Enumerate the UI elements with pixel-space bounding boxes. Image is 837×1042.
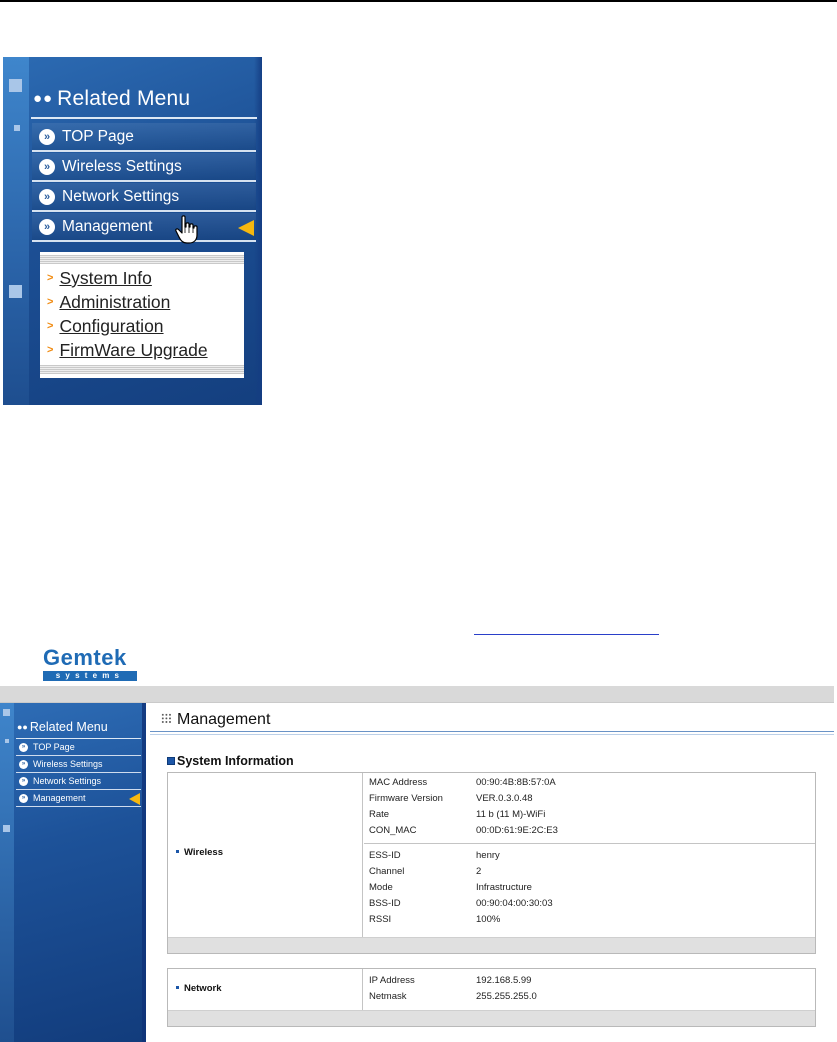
network-table: [167, 968, 816, 1027]
row-key: Mode: [369, 882, 393, 893]
row-key: BSS-ID: [369, 898, 401, 909]
dots-icon: ●●: [17, 722, 28, 732]
row-key: Firmware Version: [369, 793, 443, 804]
bullet-icon: [176, 850, 179, 853]
row-value: henry: [476, 850, 500, 861]
sidebar-title-divider: [16, 738, 141, 739]
chevron-right-icon: >: [47, 344, 54, 356]
title-rule: [150, 734, 834, 735]
chevron-right-icon: >: [47, 320, 54, 332]
submenu-item-configuration[interactable]: [47, 316, 164, 337]
logo-name: Gemtek: [43, 645, 127, 670]
sidebar-strip: [3, 57, 29, 405]
menu-item-label: Wireless Settings: [62, 158, 182, 175]
row-value: 00:90:04:00:30:03: [476, 898, 553, 909]
related-menu-zoomed: [3, 57, 262, 405]
submenu-band-top: [40, 255, 244, 264]
sidebar: [0, 703, 146, 1042]
selected-arrow-icon: [129, 793, 140, 805]
submenu-label: FirmWare Upgrade: [59, 340, 208, 360]
page-title-text: Management: [177, 711, 271, 728]
row-value: 00:90:4B:8B:57:0A: [476, 777, 556, 788]
selected-arrow-icon: [238, 220, 254, 236]
gemtek-logo: [43, 647, 137, 681]
wireless-table: [167, 772, 816, 954]
management-screenshot: [0, 686, 837, 1042]
sidebar-item-wireless-settings[interactable]: [16, 757, 141, 773]
network-label-cell: [168, 969, 363, 1010]
row-value: 100%: [476, 914, 501, 925]
sidebar-strip: [0, 703, 14, 1042]
submenu-label: System Info: [59, 268, 152, 288]
row-key: CON_MAC: [369, 825, 417, 836]
sidebar-title-text: Related Menu: [29, 720, 108, 734]
page-title: [161, 711, 270, 729]
row-key: RSSI: [369, 914, 392, 925]
chevron-right-icon: »: [39, 189, 55, 205]
chevron-right-icon: »: [19, 794, 28, 803]
chevron-right-icon: »: [39, 159, 55, 175]
hyperlink-underline[interactable]: [474, 634, 659, 635]
sidebar-item-management[interactable]: [16, 791, 141, 807]
menu-item-network-settings[interactable]: [32, 183, 256, 212]
row-key: ESS-ID: [369, 850, 401, 861]
menu-item-management[interactable]: [32, 213, 256, 242]
sidebar-item-top-page[interactable]: [16, 740, 141, 756]
row-key: Netmask: [369, 991, 407, 1002]
strip-square: [5, 739, 9, 743]
sidebar-item-network-settings[interactable]: [16, 774, 141, 790]
row-value: 2: [476, 866, 482, 877]
wireless-label-text: Wireless: [184, 847, 223, 858]
menu-item-wireless-settings[interactable]: [32, 153, 256, 182]
management-submenu: [40, 252, 244, 378]
title-divider: [31, 117, 257, 119]
submenu-item-firmware-upgrade[interactable]: [47, 340, 208, 361]
chevron-right-icon: >: [47, 296, 54, 308]
hand-cursor-icon: [173, 215, 201, 245]
submenu-band-bottom: [40, 365, 244, 374]
section-title: [167, 754, 294, 768]
grid-icon: [161, 713, 172, 724]
table-footer: [168, 937, 815, 953]
row-key: Channel: [369, 866, 405, 877]
network-label: [176, 983, 221, 994]
dots-icon: ●●: [33, 90, 54, 107]
network-label-text: Network: [184, 983, 222, 994]
table-footer: [168, 1010, 815, 1026]
menu-item-top-page[interactable]: [32, 123, 256, 152]
row-value: 255.255.255.0: [476, 991, 537, 1002]
top-rule: [0, 0, 837, 2]
related-menu-title: [33, 87, 190, 111]
strip-square: [3, 709, 10, 716]
row-value: Infrastructure: [476, 882, 532, 893]
row-value: 192.168.5.99: [476, 975, 532, 986]
title-rule: [150, 731, 834, 732]
chevron-right-icon: »: [19, 777, 28, 786]
related-menu-title-text: Related Menu: [57, 87, 191, 110]
strip-square: [14, 125, 20, 131]
chevron-right-icon: »: [19, 743, 28, 752]
strip-square: [9, 285, 22, 298]
sidebar-item-label: Network Settings: [33, 776, 102, 786]
row-value: VER.0.3.0.48: [476, 793, 533, 804]
group-divider: [364, 843, 815, 844]
sidebar-item-label: Wireless Settings: [33, 759, 103, 769]
wireless-label-cell: [168, 773, 363, 937]
chevron-right-icon: »: [39, 219, 55, 235]
submenu-label: Administration: [59, 292, 171, 312]
submenu-item-administration[interactable]: [47, 292, 170, 313]
bullet-icon: [176, 986, 179, 989]
chevron-right-icon: »: [19, 760, 28, 769]
submenu-label: Configuration: [59, 316, 164, 336]
sidebar-item-label: TOP Page: [33, 742, 75, 752]
row-key: Rate: [369, 809, 390, 820]
strip-square: [9, 79, 22, 92]
row-key: IP Address: [369, 975, 415, 986]
wireless-label: [176, 847, 223, 858]
sidebar-title: [17, 720, 108, 734]
row-key: MAC Address: [369, 777, 428, 788]
chevron-right-icon: »: [39, 129, 55, 145]
top-bar: [0, 686, 834, 703]
menu-item-label: Management: [62, 218, 153, 235]
row-value: 00:0D:61:9E:2C:E3: [476, 825, 558, 836]
chevron-right-icon: >: [47, 272, 54, 284]
menu-item-label: TOP Page: [62, 128, 134, 145]
sidebar-item-label: Management: [33, 793, 86, 803]
logo-tagline: systems: [43, 671, 137, 681]
section-icon: [167, 757, 175, 765]
strip-square: [3, 825, 10, 832]
row-value: 11 b (11 M)-WiFi: [476, 809, 546, 820]
menu-item-label: Network Settings: [62, 188, 180, 205]
section-title-text: System Information: [177, 754, 294, 768]
sidebar-edge: [142, 703, 146, 1042]
submenu-item-system-info[interactable]: [47, 268, 152, 289]
